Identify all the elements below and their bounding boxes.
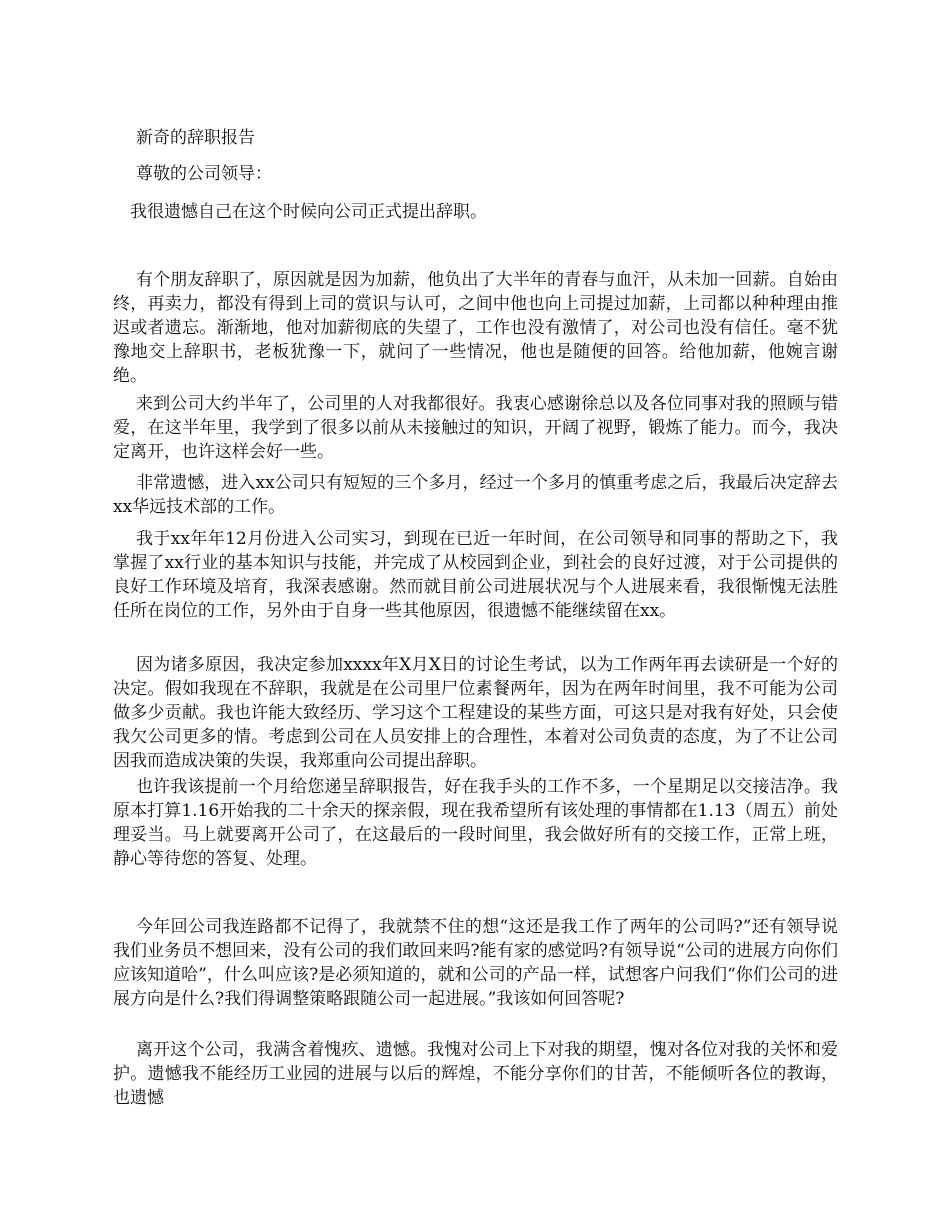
- paragraph-6: 也许我该提前一个月给您递呈辞职报告，好在我手头的工作不多，一个星期足以交接洁净。我原本打算1.16开始我的二十余天的探亲假，现在我希望所有该处理的事情都在1.13（周五）前处理妥当。马上就要离开公司了，在这最后的一段时间里，我会做好所有的交接工作，正常上班，静心等待您的答复、处理。: [113, 777, 838, 869]
- paragraph-7: 今年回公司我连路都不记得了，我就禁不住的想“这还是我工作了两年的公司吗?”还有领导说我们业务员不想回来，没有公司的我们敢回来吗?能有家的感觉吗?有领导说“公司的进展方向你们应该知道哈”，什么叫应该?是必须知道的，就和公司的产品一样，试想客户问我们“你们公司的进展方向是什么?我们得调整策略跟随公司一起进展。”我该如何回答呢?: [113, 917, 838, 1009]
- paragraph-4: 我于xx年年12月份进入公司实习，到现在已近一年时间，在公司领导和同事的帮助之下，我掌握了xx行业的基本知识与技能，并完成了从校园到企业，到社会的良好过渡，对于公司提供的良好工作环境及培育，我深表感谢。然而就目前公司进展状况与个人进展来看，我很惭愧无法胜任所在岗位的工作，另外由于自身一些其他原因，很遗憾不能继续留在xx。: [113, 529, 838, 621]
- paragraph-8: 离开这个公司，我满含着愧疚、遗憾。我愧对公司上下对我的期望，愧对各位对我的关怀和爱护。遗憾我不能经历工业园的进展与以后的辉煌，不能分享你们的甘苦，不能倾听各位的教诲，也遗憾: [113, 1040, 838, 1108]
- paragraph-5: 因为诸多原因，我决定参加xxxx年X月X日的讨论生考试，以为工作两年再去读研是一个好的决定。假如我现在不辞职，我就是在公司里尸位素餐两年，因为在两年时间里，我不可能为公司做多少贡献。我也许能大致经历、学习这个工程建设的某些方面，可这只是对我有好处，只会使我欠公司更多的情。考虑到公司在人员安排上的合理性，本着对公司负责的态度，为了不让公司因我而造成决策的失误，我郑重向公司提出辞职。: [113, 655, 838, 771]
- document-title: 新奇的辞职报告: [136, 128, 255, 148]
- paragraph-2: 来到公司大约半年了，公司里的人对我都很好。我衷心感谢徐总以及各位同事对我的照顾与错爱，在这半年里，我学到了很多以前从未接触过的知识，开阔了视野，锻炼了能力。而今，我决定离开，也许这样会好一些。: [113, 394, 838, 462]
- paragraph-1: 有个朋友辞职了，原因就是因为加薪，他负出了大半年的青春与血汗，从未加一回薪。自始由终，再卖力，都没有得到上司的赏识与认可，之间中他也向上司提过加薪，上司都以种种理由推迟或者遗忘。渐渐地，他对加薪彻底的失望了，工作也没有激情了，对公司也没有信任。毫不犹豫地交上辞职书，老板犹豫一下，就问了一些情况，他也是随便的回答。给他加薪，他婉言谢绝。: [113, 270, 838, 386]
- paragraph-3: 非常遗憾，进入xx公司只有短短的三个多月，经过一个多月的慎重考虑之后，我最后决定辞去xx华远技术部的工作。: [113, 473, 838, 517]
- opening-line: 我很遗憾自己在这个时候向公司正式提出辞职。: [130, 202, 487, 222]
- salutation: 尊敬的公司领导：: [136, 164, 272, 184]
